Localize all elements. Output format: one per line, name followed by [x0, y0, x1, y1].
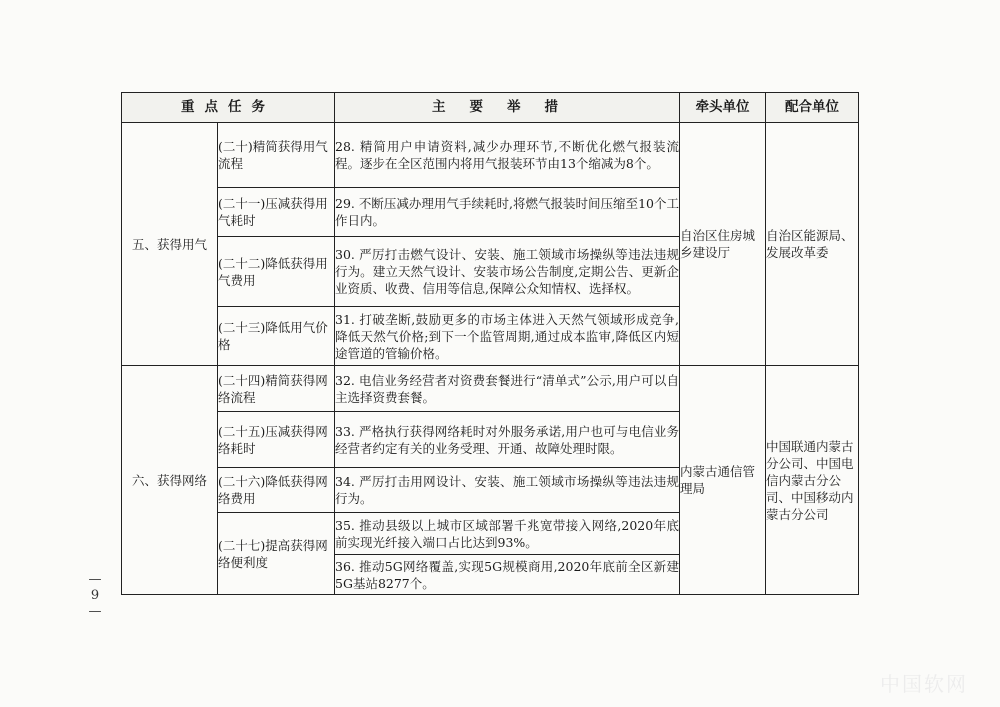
subtask-cell: (二十五)压减获得网络耗时 [218, 412, 335, 468]
lead-unit-gas: 自治区住房城乡建设厅 [680, 123, 766, 366]
measure-cell: 33. 严格执行获得网络耗时对外服务承诺,用户也可与电信业务经营者约定有关的业务受理、开通、故障处理时限。 [335, 412, 680, 468]
subtask-cell: (二十一)压减获得用气耗时 [218, 188, 335, 237]
subtask-cell: (二十)精简获得用气流程 [218, 123, 335, 188]
table-row [122, 366, 859, 412]
page-number: — 9 — [88, 572, 102, 619]
header-coop: 配合单位 [766, 93, 859, 123]
subtask-cell: (二十七)提高获得网络便利度 [218, 513, 335, 595]
header-task: 重点任务 [122, 93, 335, 123]
measure-cell: 34. 严厉打击用网设计、安装、施工领域市场操纵等违法违规行为。 [335, 468, 680, 513]
header-lead: 牵头单位 [680, 93, 766, 123]
coop-unit-gas: 自治区能源局、发展改革委 [766, 123, 859, 366]
category-gas: 五、获得用气 [122, 123, 218, 366]
measure-cell: 29. 不断压减办理用气手续耗时,将燃气报装时间压缩至10个工作日内。 [335, 188, 680, 237]
table-row [122, 123, 859, 188]
coop-unit-network: 中国联通内蒙古分公司、中国电信内蒙古分公司、中国移动内蒙古分公司 [766, 366, 859, 595]
measure-cell: 36. 推动5G网络覆盖,实现5G规模商用,2020年底前全区新建5G基站8277个。 [335, 555, 680, 595]
category-network: 六、获得网络 [122, 366, 218, 595]
subtask-cell: (二十三)降低用气价格 [218, 307, 335, 366]
measure-cell: 31. 打破垄断,鼓励更多的市场主体进入天然气领域形成竞争,降低天然气价格;到下一个监管周期,通过成本监审,降低区内短途管道的管输价格。 [335, 307, 680, 366]
measure-cell: 35. 推动县级以上城市区域部署千兆宽带接入网络,2020年底前实现光纤接入端口占比达到93%。 [335, 513, 680, 555]
subtask-cell: (二十二)降低获得用气费用 [218, 237, 335, 307]
measures-table [121, 92, 859, 595]
watermark: 中国软网 [880, 672, 968, 696]
header-measures: 主要举措 [335, 93, 680, 123]
measure-cell: 32. 电信业务经营者对资费套餐进行“清单式”公示,用户可以自主选择资费套餐。 [335, 366, 680, 412]
measure-cell: 28. 精简用户申请资料,减少办理环节,不断优化燃气报装流程。逐步在全区范围内将用气报装环节由13个缩减为8个。 [335, 123, 680, 188]
subtask-cell: (二十六)降低获得网络费用 [218, 468, 335, 513]
table-header-row [122, 93, 859, 123]
measure-cell: 30. 严厉打击燃气设计、安装、施工领域市场操纵等违法违规行为。建立天然气设计、安装市场公告制度,定期公告、更新企业资质、收费、信用等信息,保障公众知情权、选择权。 [335, 237, 680, 307]
lead-unit-network: 内蒙古通信管理局 [680, 366, 766, 595]
subtask-cell: (二十四)精简获得网络流程 [218, 366, 335, 412]
